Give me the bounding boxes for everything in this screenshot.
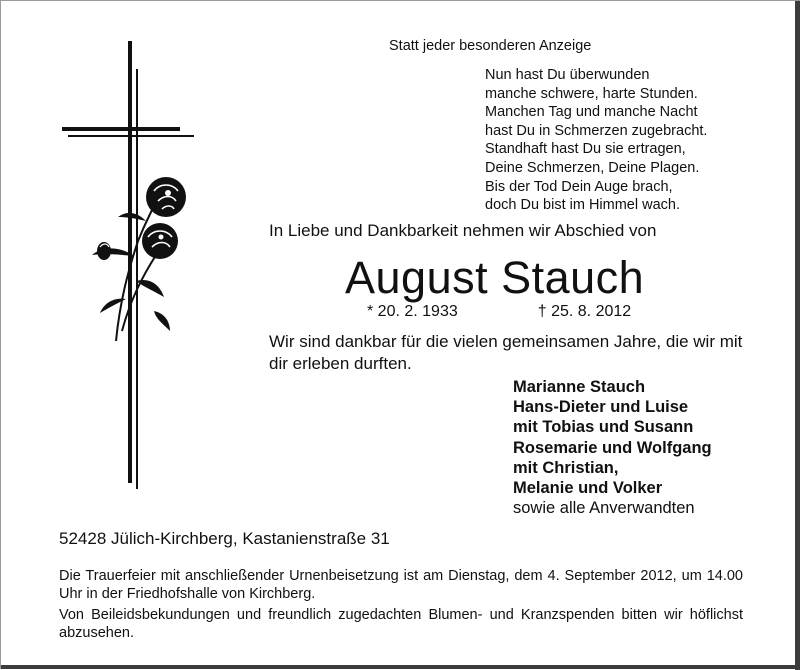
poem-line: Bis der Tod Dein Auge brach,: [485, 178, 673, 195]
birth-date: * 20. 2. 1933: [367, 303, 458, 320]
deceased-name: August Stauch: [345, 252, 645, 303]
rose-icon: [92, 177, 186, 341]
poem-line: Manchen Tag und manche Nacht: [485, 104, 698, 121]
farewell-line: In Liebe und Dankbarkeit nehmen wir Abschied von: [269, 221, 657, 240]
poem: [485, 66, 707, 215]
poem-line: manche schwere, harte Stunden.: [485, 85, 698, 102]
family-member: Marianne Stauch: [513, 378, 646, 396]
funeral-info: Die Trauerfeier mit anschließender Urnenbeisetzung ist am Dienstag, dem 4. September 2012, um 14.00 Uhr in der Friedhofshalle von Kirchberg.: [59, 568, 743, 602]
poem-line: hast Du in Schmerzen zugebracht.: [485, 122, 708, 139]
cross-with-roses-icon: [56, 41, 196, 491]
poem-line: Deine Schmerzen, Deine Plagen.: [485, 159, 700, 176]
condolence-info: Von Beileidsbekundungen und freundlich zugedachten Blumen- und Kranzspenden bitten wir höflichst abzusehen.: [59, 607, 743, 641]
thanks-text: Wir sind dankbar für die vielen gemeinsamen Jahre, die wir mit dir erleben durften.: [269, 332, 743, 373]
address: 52428 Jülich-Kirchberg, Kastanienstraße 31: [59, 529, 390, 548]
poem-line: doch Du bist im Himmel wach.: [485, 197, 680, 214]
death-date: † 25. 8. 2012: [537, 303, 632, 320]
notice-header: Statt jeder besonderen Anzeige: [389, 38, 592, 54]
poem-line: Nun hast Du überwunden: [485, 67, 650, 83]
family-member: Rosemarie und Wolfgang: [513, 438, 712, 457]
family-member: mit Tobias und Susann: [513, 418, 694, 437]
family-member: Hans-Dieter und Luise: [513, 398, 689, 417]
life-dates: [367, 303, 631, 321]
family-list: [513, 377, 712, 518]
family-member: mit Christian,: [513, 458, 619, 477]
relatives-line: sowie alle Anverwandten: [513, 499, 695, 518]
family-member: Melanie und Volker: [513, 479, 663, 498]
poem-line: Standhaft hast Du sie ertragen,: [485, 141, 686, 158]
